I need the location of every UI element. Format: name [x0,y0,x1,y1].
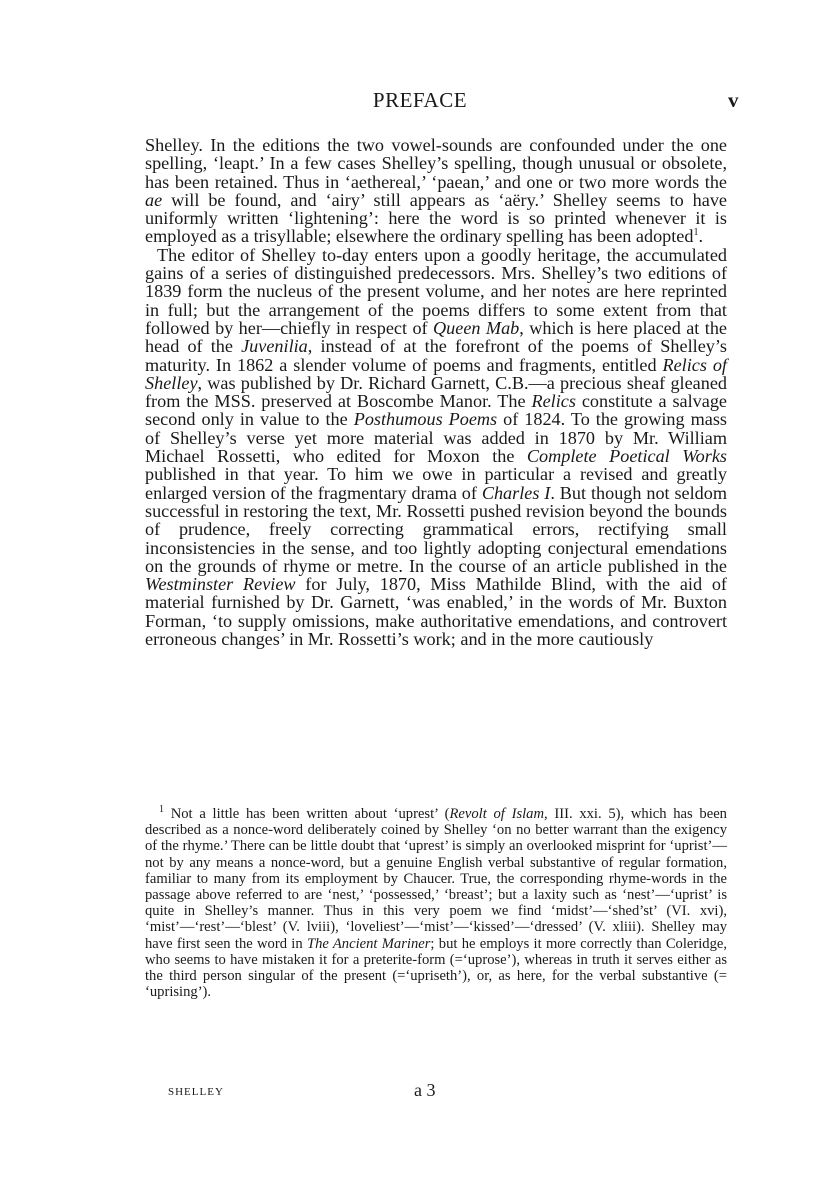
title-revolt-of-islam: Revolt of Islam [449,806,545,822]
page-number: v [728,88,739,112]
footnote-text: $^1$ Not a little has been written about ‘uprest’ (Revolt of Islam, III. xxi. 5), which has been described as a nonce-word deliberately coined by Shelley ‘on no better warrant than the exigency of the rhyme.’ There can be little doubt that ‘uprest’ is simply an overlooked misprint for ‘uprist’—not by any means a nonce-word, but a genuine English verbal substantive of regular formation, familiar to many from its employment by Chaucer. True, the corresponding rhyme-words in the passage above referred to are ‘nest,’ ‘possessed,’ ‘breast’; but a laxity such as ‘nest’—‘uprist’ is quite in Shelley’s manner. Thus in this very poem we find ‘midst’—‘shed’st’ (VI. xvi), ‘mist’—‘rest’—‘blest’ (V. lviii), ‘loveliest’—‘mist’—‘kissed’—‘dressed’ (V. xliii). Shelley may have first seen the word in The Ancient Mariner; but he employs it more correctly than Coleridge, who seems to have mistaken it for a preterite-form (=‘uprose’), whereas in truth it serves either as the third person singular of the present (=‘upriseth’), or, as here, for the verbal substantive (= ‘uprising’). [145,804,728,1001]
footnote-marker: 1 [159,804,164,816]
signature-label: SHELLEY [168,1086,224,1098]
title-posthumous-poems: Posthumous Poems [353,409,498,430]
footnote-reference: 1 [693,227,699,239]
running-header [0,88,840,118]
italic-ae: ae [145,189,163,210]
paragraph-2: The editor of Shelley to-day enters upon a goodly heritage, the accumulated gains of a series of distinguished predecessors. Mrs. Shelley’s two editions of 1839 form the nucleus of the present volume, and her notes are here reprinted in full; but the arrangement of the poems differs to some extent from that followed by her—chiefly in respect of Queen Mab, which is here placed at the head of the Juvenilia, instead of at the forefront of the poems of Shelley’s maturity. In 1862 a slender volume of poems and fragments, entitled Relics of Shelley, was published by Dr. Richard Garnett, C.B.—a precious sheaf gleaned from the MSS. preserved at Boscombe Manor. The Relics constitute a salvage second only in value to the Posthumous Poems of 1824. To the growing mass of Shelley’s verse yet more material was added in 1870 by Mr. William Michael Rossetti, who edited for Moxon the Complete Poetical Works published in that year. To him we owe in particular a revised and greatly enlarged version of the fragmentary drama of Charles I. But though not seldom successful in restoring the text, Mr. Rossetti pushed revision beyond the bounds of prudence, freely correcting grammatical errors, rectifying small inconsistencies in the sense, and too lightly adopting conjectural emendations on the grounds of rhyme or metre. In the course of an article published in the Westminster Review for July, 1870, Miss Mathilde Blind, with the aid of material furnished by Dr. Garnett, ‘was enabled,’ in the words of Mr. Buxton Forman, ‘to supply omissions, make authoritative emendations, and controvert erroneous changes’ in Mr. Rossetti’s work; and in the more cautiously [145,244,728,650]
title-relics: Relics [531,391,576,412]
title-queen-mab: Queen Mab [433,317,520,338]
title-ancient-mariner: The Ancient Mariner [306,935,431,952]
title-complete-poetical-works: Complete Poetical Works [526,446,728,467]
title-charles-i: Charles I [481,482,551,503]
footnote [145,806,727,1000]
paragraph-1: Shelley. In the editions the two vowel-sounds are confounded under the one spelling, ‘leapt.’ In a few cases Shelley’s spelling, though unusual or obsolete, has been retained. Thus in ‘aethereal,’ ‘paean,’ and one or two more words the ae will be found, and ‘airy’ still appears as ‘aëry.’ Shelley seems to have uniformly written ‘lightening’: here the word is so printed whenever it is employed as a trisyllable; elsewhere the ordinary spelling has been adopted$^1$. [145,135,727,247]
main-text [145,136,727,648]
signature-mark: a 3 [414,1080,436,1100]
title-juvenilia: Juvenilia [241,336,308,357]
page-title: PREFACE [372,88,468,112]
title-westminster-review: Westminster Review [145,574,296,595]
title-relics-of-shelley: Relics of Shelley [145,354,727,393]
